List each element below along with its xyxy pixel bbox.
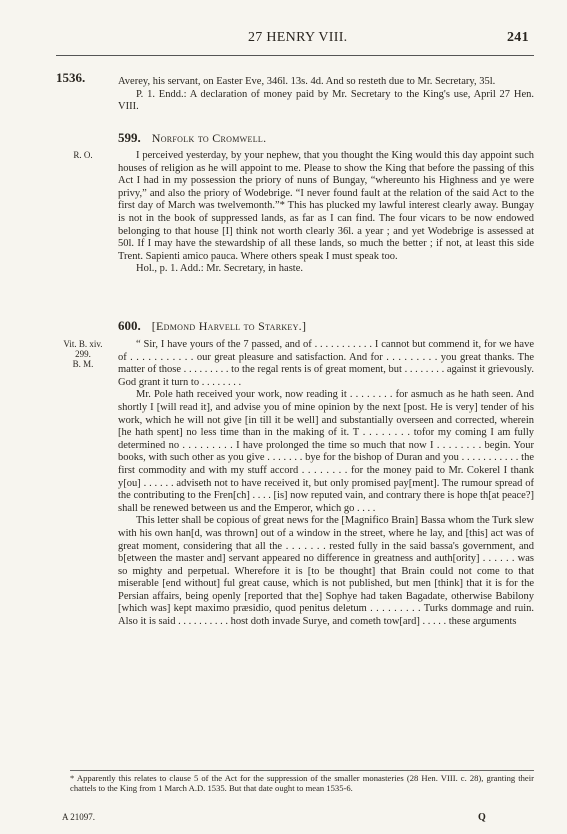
year-marker: 1536.: [56, 70, 86, 85]
entry-600-title: [Edmond Harvell to Starkey.]: [151, 319, 307, 333]
signature-mark: A 21097.: [62, 812, 96, 822]
footnote: * Apparently this relates to clause 5 of the Act for the suppression of the smaller monasteries (28 Hen. VIII. c. 28), granting their chattels to the King from 1 March A.D. 1535. But that date ought to mean 1535-6.: [70, 773, 534, 793]
margin-ref-2: 299.: [75, 349, 91, 359]
entry-599-margin: R. O.: [73, 150, 93, 160]
entry-599-heading: [118, 130, 534, 146]
entry-600-paragraph-3: This letter shall be copious of great news for the [Magnifico Brain] Bassa whom the Turk slew with his own han[d, was thrown] out of a window in the street, where he lay, and [this] act was of great moment, considering that all the . . . . . . . rested fully in the said bassa's government, and b[etween the master and] servant appeared no difference in greatness and auth[ority] . . . . . . was so mighty and perpetual. Wherefore it is [to be thought] that Brain could not come to that miserable [end without] ful great cause, which is not published, but men [think] that it is for the Persian affairs, being openly [reported that the] Sophye had taken Bagadate, otherwise Babilony [which was] kept maximo præsidio, quod penitus deletum . . . . . . . . . Turks dommage and ruin. Also it is said . . . . . . . . . . host doth invade Surye, and cometh tow[ard] . . . . . these arguments: [118, 515, 534, 628]
entry-599-body: [118, 150, 534, 276]
entry-598-endorsement: P. 1. Endd.: A declaration of money paid by Mr. Secretary to the King's use, April 27 Hen. VIII.: [118, 88, 534, 113]
entry-598-text: Averey, his servant, on Easter Eve, 346l. 13s. 4d. And so resteth due to Mr. Secretary, 35l.: [118, 76, 496, 87]
page-number: 241: [507, 30, 529, 45]
entry-600-body: [118, 339, 534, 629]
entry-600-paragraph-1: “ Sir, I have yours of the 7 passed, and of . . . . . . . . . . . I cannot but commend it, for we have of . . . . . . . . . . . our great pleasure and satisfaction. And for . . . . . . . . . you great thanks. The matter of those . . . . . . . . . to the regal rents is of great moment, but . . . . . . . . against it grievously. God grant it turn to . . . . . . . .: [118, 339, 534, 388]
entry-599-number: 599.: [118, 130, 141, 145]
entry-598-continuation: [118, 76, 534, 114]
entry-599-description: Hol., p. 1. Add.: Mr. Secretary, in haste.: [136, 263, 304, 275]
footnote-rule: [70, 770, 534, 771]
gathering-mark: Q: [478, 812, 486, 823]
entry-600-paragraph-2: Mr. Pole hath received your work, now reading it . . . . . . . . for asmuch as he hath seen. And shortly I [will read it], and advise you of mine opinion by the next [post. He is very] tender of his work, which he will not give [in till it be well] and substantially overseen and corrected, wherein [he hath spent] no less time than in the making of it. T . . . . . . . . tofor my coming I am fully determined no . . . . . . . . . I have prolonged the time so much that now I . . . . . . . . begin. Your books, with such other as you give . . . . . . . bye for the bishop of Duran and you . . . . . . . . . . . the first commodity and with my stuff accord . . . . . . . . for the money paid to Mr. Cokerel I thank y[ou] . . . . . . adviseth not to have received it, but only promised pay[ment]. The rumour spread of the contributing to the Fren[ch] . . . . [is] now reputed vain, and contrary there is hope th[at peace?] shall be renewed between us and the Emperor, which go . . . .: [118, 389, 534, 514]
entry-599-title: Norfolk to Cromwell.: [151, 131, 267, 145]
entry-600-margin: [56, 339, 110, 369]
running-title: 27 HENRY VIII.: [248, 30, 348, 45]
margin-ref-3: B. M.: [72, 359, 94, 369]
entry-599-text: I perceived yesterday, by your nephew, that you thought the King would this day appoint such houses of religion as he will appoint to me. Please to show the King that before the passing of this Act I had in my possession the priory of nuns of Bungay, “whereunto his Highness and ye were privy,” and also the priory of Wodebrige. “I never found fault at the relation of the said Act to the first day of March was twelvemonth.”* This has plucked my lawful interest clearly away. Bungay is not in the book of suppressed lands, as far as I can find. The four vicars to be now endowed belonging to that house [I] think not worth clearly 36l. a year ; and yet Wodebrige is assessed at 50l. If I may have the stewardship of all these lands, so much the better ; if not, at least this side Trent. Sapienti amico pauca. Where others speak I must speak too.: [118, 150, 534, 262]
margin-ref-1: Vit. B. xiv.: [63, 339, 103, 349]
header-rule: [56, 55, 534, 56]
entry-600-heading: [118, 318, 534, 334]
entry-600-number: 600.: [118, 318, 141, 333]
